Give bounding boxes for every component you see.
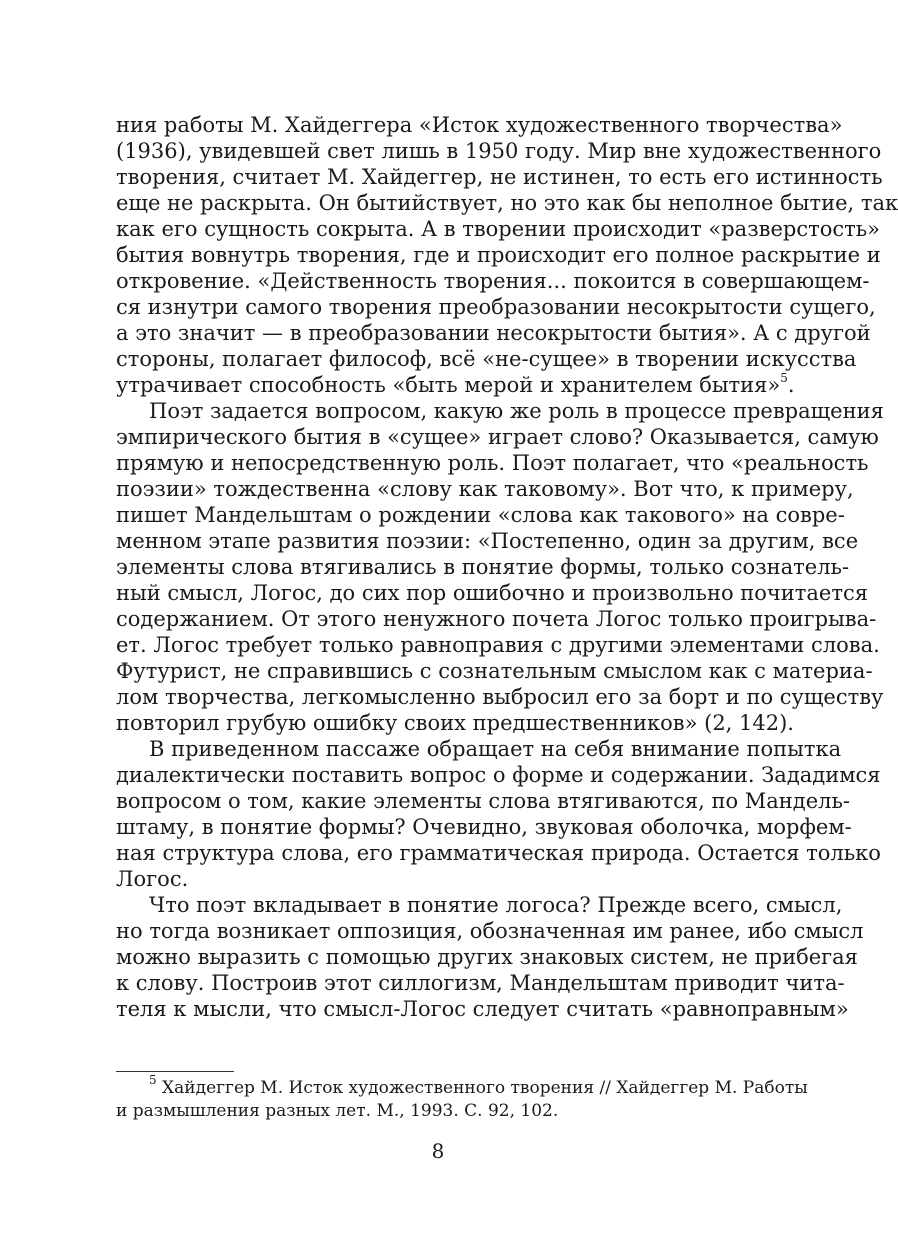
- line-text: ная структура слова, его грамматическая природа. Остается только: [116, 841, 881, 865]
- text-line: [116, 216, 881, 242]
- line-text: откровение. «Действенность творения... покоится в совершающем-: [116, 269, 870, 293]
- line-text: как его сущность сокрыта. А в творении происходит «разверстость»: [116, 217, 881, 241]
- text-line: [116, 736, 842, 762]
- footnote-line: и размышления разных лет. М., 1993. С. 92, 102.: [116, 1101, 559, 1121]
- text-line: [116, 710, 804, 736]
- text-line: [116, 580, 868, 606]
- text-line: [116, 268, 870, 294]
- text-line: [116, 528, 859, 554]
- line-text: содержанием. От этого ненужного почета Логос только проигрыва-: [116, 607, 877, 631]
- line-text: Поэт задается вопросом, какую же роль в процессе превращения: [149, 399, 884, 423]
- line-text: творения, считает М. Хайдеггер, не истинен, то есть его истинность: [116, 165, 883, 189]
- text-line: [116, 866, 804, 892]
- text-line: [116, 242, 881, 268]
- text-line: [116, 294, 876, 320]
- text-line: [116, 944, 858, 970]
- text-line: [116, 502, 845, 528]
- line-text: еще не раскрыта. Он бытийствует, но это как бы неполное бытие, так: [116, 191, 898, 215]
- line-text: к слову. Построив этот силлогизм, Мандельштам приводит чита-: [116, 971, 845, 995]
- text-line: [116, 346, 857, 372]
- line-text: можно выразить с помощью других знаковых систем, не прибегая: [116, 945, 858, 969]
- text-line: [116, 996, 849, 1022]
- text-line: [116, 892, 843, 918]
- text-line: [116, 606, 877, 632]
- text-line: [116, 554, 850, 580]
- line-text: диалектически поставить вопрос о форме и содержании. Зададимся: [116, 763, 881, 787]
- line-text: ный смысл, Логос, до сих пор ошибочно и произвольно почитается: [116, 581, 868, 605]
- text-line: [116, 320, 871, 346]
- line-text: Что поэт вкладывает в понятие логоса? Прежде всего, смысл,: [149, 893, 843, 917]
- line-text: лом творчества, легкомысленно выбросил его за борт и по существу: [116, 685, 884, 709]
- line-text: Логос.: [116, 867, 189, 891]
- line-text: штаму, в понятие формы? Очевидно, звуковая оболочка, морфем-: [116, 815, 852, 839]
- line-text: пишет Мандельштам о рождении «слова как такового» на совре-: [116, 503, 845, 527]
- text-line: [116, 788, 851, 814]
- line-text: бытия вовнутрь творения, где и происходит его полное раскрытие и: [116, 243, 881, 267]
- footnote-separator: [116, 1071, 234, 1072]
- text-line: [116, 840, 881, 866]
- text-line: [116, 372, 804, 398]
- line-text: а это значит — в преобразовании несокрытости бытия». А с другой: [116, 321, 871, 345]
- line-text: элементы слова втягивались в понятие формы, только сознатель-: [116, 555, 850, 579]
- text-line: [116, 762, 881, 788]
- line-text: менном этапе развития поэзии: «Постепенно, один за другим, все: [116, 529, 859, 553]
- body-text: [116, 112, 898, 1022]
- text-line: [116, 424, 879, 450]
- text-line: [116, 684, 884, 710]
- line-text: стороны, полагает философ, всё «не-сущее» в творении искусства: [116, 347, 857, 371]
- text-line: [116, 658, 873, 684]
- text-line: [116, 112, 843, 138]
- line-tail: .: [787, 373, 795, 397]
- page-number: 8: [431, 1139, 445, 1163]
- footnote-line: [116, 1073, 808, 1100]
- line-text: утрачивает способность «быть мерой и хранителем бытия»: [116, 373, 781, 397]
- text-line: [116, 970, 845, 996]
- line-text: ет. Логос требует только равноправия с другими элементами слова.: [116, 633, 880, 657]
- text-line: [116, 450, 869, 476]
- line-text: ния работы М. Хайдеггера «Исток художественного творчества»: [116, 113, 843, 137]
- line-text: Футурист, не справившись с сознательным смыслом как с материа-: [116, 659, 873, 683]
- line-text: теля к мысли, что смысл-Логос следует считать «равноправным»: [116, 997, 849, 1021]
- line-text: повторил грубую ошибку своих предшественников» (2, 142).: [116, 711, 794, 735]
- text-line: [116, 632, 880, 658]
- text-line: [116, 814, 852, 840]
- line-text: поэзии» тождественна «слову как таковому». Вот что, к примеру,: [116, 477, 854, 501]
- text-line: [116, 164, 883, 190]
- text-line: [116, 138, 882, 164]
- line-text: ся изнутри самого творения преобразовании несокрытости сущего,: [116, 295, 876, 319]
- line-text: (1936), увидевшей свет лишь в 1950 году. Мир вне художественного: [116, 139, 882, 163]
- footnote-number: 5: [149, 1073, 157, 1088]
- text-line: [116, 918, 864, 944]
- line-text: эмпирического бытия в «сущее» играет слово? Оказывается, самую: [116, 425, 879, 449]
- text-line: [116, 190, 898, 216]
- footnotes: [116, 1073, 808, 1123]
- line-text: но тогда возникает оппозиция, обозначенная им ранее, ибо смысл: [116, 919, 864, 943]
- text-line: [116, 476, 854, 502]
- line-text: вопросом о том, какие элементы слова втягиваются, по Мандель-: [116, 789, 851, 813]
- line-text: В приведенном пассаже обращает на себя внимание попытка: [149, 737, 842, 761]
- text-line: [116, 398, 884, 424]
- footnote-text: Хайдеггер М. Исток художественного творения // Хайдеггер М. Работы: [156, 1078, 808, 1098]
- footnote-ref: 5: [780, 371, 788, 385]
- line-text: прямую и непосредственную роль. Поэт полагает, что «реальность: [116, 451, 869, 475]
